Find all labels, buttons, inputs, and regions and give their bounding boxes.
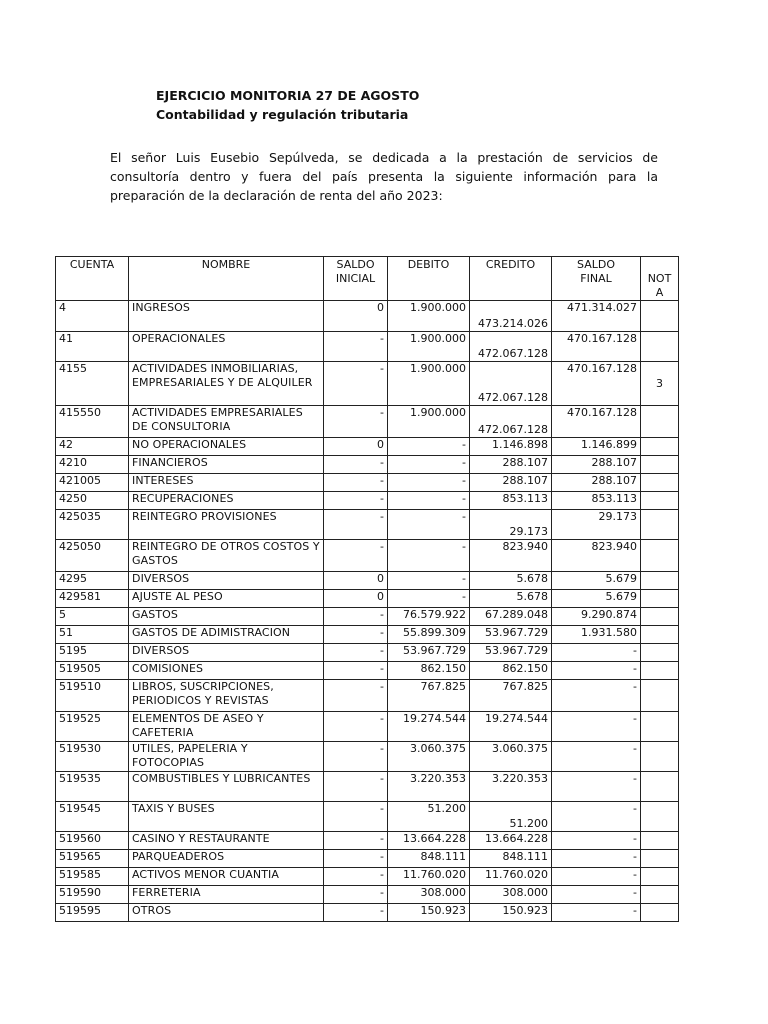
cell-nombre: CASINO Y RESTAURANTE [129, 832, 324, 850]
cell-cuenta: 519525 [56, 712, 129, 742]
table-row [56, 626, 679, 644]
cell-nombre: NO OPERACIONALES [129, 438, 324, 456]
cell-debito: - [388, 474, 470, 492]
cell-nota [641, 540, 679, 572]
cell-credito: 473.214.026 [470, 301, 552, 332]
cell-saldo-final: - [552, 904, 641, 922]
cell-saldo-final: 1.931.580 [552, 626, 641, 644]
cell-credito: 53.967.729 [470, 626, 552, 644]
cell-credito: 53.967.729 [470, 644, 552, 662]
header-saldo-final: SALDO FINAL [552, 257, 641, 301]
header-credito: CREDITO [470, 257, 552, 301]
cell-cuenta: 429581 [56, 590, 129, 608]
table-row [56, 362, 679, 406]
cell-saldo-final: - [552, 680, 641, 712]
cell-cuenta: 5 [56, 608, 129, 626]
header-debito: DEBITO [388, 257, 470, 301]
cell-nota [641, 608, 679, 626]
cell-cuenta: 421005 [56, 474, 129, 492]
cell-credito: 862.150 [470, 662, 552, 680]
table-row [56, 644, 679, 662]
cell-debito: 767.825 [388, 680, 470, 712]
cell-debito: - [388, 456, 470, 474]
cell-cuenta: 4295 [56, 572, 129, 590]
cell-cuenta: 519595 [56, 904, 129, 922]
table-row [56, 540, 679, 572]
cell-nombre: OTROS [129, 904, 324, 922]
cell-saldo-final: - [552, 712, 641, 742]
table-row [56, 850, 679, 868]
cell-saldo-inicial: - [324, 474, 388, 492]
cell-cuenta: 42 [56, 438, 129, 456]
table-row [56, 886, 679, 904]
cell-nota [641, 886, 679, 904]
table-row [56, 590, 679, 608]
cell-cuenta: 425050 [56, 540, 129, 572]
cell-saldo-final: 470.167.128 [552, 332, 641, 362]
cell-nombre: RECUPERACIONES [129, 492, 324, 510]
table-row [56, 608, 679, 626]
cell-debito: 1.900.000 [388, 406, 470, 438]
cell-credito: 308.000 [470, 886, 552, 904]
cell-nota [641, 680, 679, 712]
cell-debito: - [388, 572, 470, 590]
cell-saldo-final: 470.167.128 [552, 406, 641, 438]
cell-saldo-final: 5.679 [552, 590, 641, 608]
cell-credito: 472.067.128 [470, 406, 552, 438]
cell-nombre: DIVERSOS [129, 572, 324, 590]
cell-nombre: COMBUSTIBLES Y LUBRICANTES [129, 772, 324, 802]
cell-nombre: ELEMENTOS DE ASEO Y CAFETERIA [129, 712, 324, 742]
cell-saldo-final: 1.146.899 [552, 438, 641, 456]
cell-nota [641, 868, 679, 886]
cell-debito: 308.000 [388, 886, 470, 904]
cell-saldo-final: 470.167.128 [552, 362, 641, 406]
cell-saldo-final: - [552, 868, 641, 886]
cell-saldo-inicial: - [324, 644, 388, 662]
cell-credito: 853.113 [470, 492, 552, 510]
cell-nombre: INGRESOS [129, 301, 324, 332]
cell-credito: 823.940 [470, 540, 552, 572]
cell-nota [641, 662, 679, 680]
cell-nota [641, 510, 679, 540]
cell-nombre: OPERACIONALES [129, 332, 324, 362]
cell-credito: 150.923 [470, 904, 552, 922]
cell-nota [641, 456, 679, 474]
cell-cuenta: 519505 [56, 662, 129, 680]
cell-nota [641, 772, 679, 802]
table-row [56, 904, 679, 922]
cell-nota [641, 332, 679, 362]
cell-credito: 3.060.375 [470, 742, 552, 772]
cell-credito: 288.107 [470, 474, 552, 492]
table-row [56, 868, 679, 886]
cell-cuenta: 415550 [56, 406, 129, 438]
cell-saldo-final: - [552, 832, 641, 850]
cell-nota [641, 492, 679, 510]
cell-saldo-final: - [552, 742, 641, 772]
cell-nota [641, 644, 679, 662]
cell-debito: 1.900.000 [388, 332, 470, 362]
cell-saldo-inicial: - [324, 510, 388, 540]
cell-debito: - [388, 510, 470, 540]
cell-saldo-inicial: - [324, 850, 388, 868]
table-row [56, 742, 679, 772]
cell-saldo-inicial: - [324, 662, 388, 680]
cell-nota [641, 742, 679, 772]
cell-credito: 13.664.228 [470, 832, 552, 850]
cell-saldo-inicial: - [324, 832, 388, 850]
cell-saldo-final: - [552, 802, 641, 832]
cell-nota [641, 626, 679, 644]
cell-nota [641, 802, 679, 832]
cell-saldo-final: - [552, 662, 641, 680]
cell-saldo-inicial: - [324, 712, 388, 742]
cell-saldo-inicial: - [324, 904, 388, 922]
cell-saldo-inicial: - [324, 362, 388, 406]
cell-nota [641, 572, 679, 590]
table-row [56, 474, 679, 492]
cell-saldo-inicial: - [324, 608, 388, 626]
cell-saldo-inicial: - [324, 802, 388, 832]
cell-debito: 76.579.922 [388, 608, 470, 626]
cell-debito: - [388, 492, 470, 510]
cell-saldo-inicial: 0 [324, 572, 388, 590]
table-row [56, 406, 679, 438]
cell-saldo-inicial: 0 [324, 438, 388, 456]
cell-nombre: ACTIVIDADES EMPRESARIALES DE CONSULTORIA [129, 406, 324, 438]
cell-saldo-final: - [552, 772, 641, 802]
cell-saldo-final: 853.113 [552, 492, 641, 510]
table-row [56, 572, 679, 590]
cell-saldo-inicial: - [324, 772, 388, 802]
cell-credito: 288.107 [470, 456, 552, 474]
cell-saldo-final: - [552, 644, 641, 662]
cell-cuenta: 41 [56, 332, 129, 362]
cell-credito: 472.067.128 [470, 332, 552, 362]
cell-cuenta: 519565 [56, 850, 129, 868]
cell-cuenta: 425035 [56, 510, 129, 540]
header-nota: NOT A [641, 257, 679, 301]
cell-cuenta: 4155 [56, 362, 129, 406]
cell-nombre: TAXIS Y BUSES [129, 802, 324, 832]
cell-saldo-final: 9.290.874 [552, 608, 641, 626]
cell-nota [641, 301, 679, 332]
cell-nombre: FERRETERIA [129, 886, 324, 904]
cell-debito: 51.200 [388, 802, 470, 832]
table-row [56, 832, 679, 850]
cell-debito: - [388, 540, 470, 572]
cell-saldo-inicial: - [324, 868, 388, 886]
cell-saldo-inicial: - [324, 456, 388, 474]
heading-subtitle: Contabilidad y regulación tributaria [156, 107, 409, 122]
cell-nombre: UTILES, PAPELERIA Y FOTOCOPIAS [129, 742, 324, 772]
cell-saldo-final: 5.679 [552, 572, 641, 590]
cell-saldo-final: 471.314.027 [552, 301, 641, 332]
cell-nombre: LIBROS, SUSCRIPCIONES, PERIODICOS Y REVISTAS [129, 680, 324, 712]
cell-nota [641, 406, 679, 438]
cell-cuenta: 519560 [56, 832, 129, 850]
cell-nombre: GASTOS [129, 608, 324, 626]
ledger-body [56, 301, 679, 922]
table-row [56, 662, 679, 680]
table-row [56, 680, 679, 712]
ledger-table [55, 256, 679, 922]
cell-cuenta: 519510 [56, 680, 129, 712]
cell-cuenta: 519530 [56, 742, 129, 772]
cell-debito: - [388, 590, 470, 608]
cell-saldo-inicial: 0 [324, 301, 388, 332]
cell-nota [641, 590, 679, 608]
cell-debito: 55.899.309 [388, 626, 470, 644]
cell-nombre: PARQUEADEROS [129, 850, 324, 868]
cell-debito: 11.760.020 [388, 868, 470, 886]
cell-cuenta: 519545 [56, 802, 129, 832]
cell-saldo-inicial: - [324, 680, 388, 712]
cell-saldo-final: - [552, 886, 641, 904]
header-cuenta: CUENTA [56, 257, 129, 301]
cell-cuenta: 51 [56, 626, 129, 644]
cell-nota [641, 474, 679, 492]
cell-credito: 848.111 [470, 850, 552, 868]
heading-title: EJERCICIO MONITORIA 27 DE AGOSTO [156, 88, 420, 103]
cell-credito: 51.200 [470, 802, 552, 832]
table-row [56, 802, 679, 832]
cell-credito: 3.220.353 [470, 772, 552, 802]
cell-debito: 848.111 [388, 850, 470, 868]
cell-nota [641, 438, 679, 456]
cell-cuenta: 519590 [56, 886, 129, 904]
cell-nombre: GASTOS DE ADIMISTRACION [129, 626, 324, 644]
table-row [56, 712, 679, 742]
cell-nombre: ACTIVOS MENOR CUANTIA [129, 868, 324, 886]
cell-cuenta: 519585 [56, 868, 129, 886]
cell-debito: 3.060.375 [388, 742, 470, 772]
cell-nombre: REINTEGRO DE OTROS COSTOS Y GASTOS [129, 540, 324, 572]
table-row [56, 301, 679, 332]
cell-debito: - [388, 438, 470, 456]
cell-debito: 1.900.000 [388, 301, 470, 332]
cell-debito: 862.150 [388, 662, 470, 680]
cell-nombre: FINANCIEROS [129, 456, 324, 474]
table-header-row [56, 257, 679, 301]
cell-nota [641, 712, 679, 742]
cell-saldo-inicial: - [324, 626, 388, 644]
table-row [56, 332, 679, 362]
cell-nota [641, 850, 679, 868]
cell-saldo-final: 29.173 [552, 510, 641, 540]
document-heading [156, 86, 419, 124]
cell-saldo-inicial: - [324, 742, 388, 772]
cell-saldo-inicial: - [324, 886, 388, 904]
table-row [56, 772, 679, 802]
header-saldo-inicial: SALDO INICIAL [324, 257, 388, 301]
cell-credito: 67.289.048 [470, 608, 552, 626]
cell-nota [641, 832, 679, 850]
cell-nombre: REINTEGRO PROVISIONES [129, 510, 324, 540]
cell-cuenta: 4250 [56, 492, 129, 510]
intro-paragraph: El señor Luis Eusebio Sepúlveda, se dedicada a la prestación de servicios de consultoría dentro y fuera del país presenta la siguiente información para la preparación de la declaración de renta del año 2023: [110, 150, 658, 203]
cell-credito: 5.678 [470, 590, 552, 608]
cell-debito: 3.220.353 [388, 772, 470, 802]
cell-debito: 19.274.544 [388, 712, 470, 742]
cell-nombre: COMISIONES [129, 662, 324, 680]
cell-credito: 29.173 [470, 510, 552, 540]
cell-cuenta: 519535 [56, 772, 129, 802]
cell-saldo-final: 288.107 [552, 474, 641, 492]
cell-cuenta: 4 [56, 301, 129, 332]
cell-debito: 150.923 [388, 904, 470, 922]
cell-nombre: DIVERSOS [129, 644, 324, 662]
cell-nombre: INTERESES [129, 474, 324, 492]
cell-debito: 13.664.228 [388, 832, 470, 850]
table-row [56, 492, 679, 510]
table-row [56, 456, 679, 474]
header-nombre: NOMBRE [129, 257, 324, 301]
table-row [56, 438, 679, 456]
cell-saldo-inicial: - [324, 406, 388, 438]
cell-nombre: ACTIVIDADES INMOBILIARIAS, EMPRESARIALES Y DE ALQUILER [129, 362, 324, 406]
table-row [56, 510, 679, 540]
cell-credito: 5.678 [470, 572, 552, 590]
cell-nombre: AJUSTE AL PESO [129, 590, 324, 608]
cell-nota: 3 [641, 362, 679, 406]
cell-credito: 472.067.128 [470, 362, 552, 406]
cell-credito: 1.146.898 [470, 438, 552, 456]
cell-saldo-inicial: 0 [324, 590, 388, 608]
cell-credito: 19.274.544 [470, 712, 552, 742]
cell-cuenta: 5195 [56, 644, 129, 662]
cell-saldo-final: 823.940 [552, 540, 641, 572]
cell-cuenta: 4210 [56, 456, 129, 474]
cell-saldo-final: - [552, 850, 641, 868]
cell-saldo-inicial: - [324, 492, 388, 510]
cell-debito: 53.967.729 [388, 644, 470, 662]
cell-saldo-inicial: - [324, 540, 388, 572]
cell-nota [641, 904, 679, 922]
cell-saldo-final: 288.107 [552, 456, 641, 474]
cell-saldo-inicial: - [324, 332, 388, 362]
cell-debito: 1.900.000 [388, 362, 470, 406]
cell-credito: 767.825 [470, 680, 552, 712]
cell-credito: 11.760.020 [470, 868, 552, 886]
